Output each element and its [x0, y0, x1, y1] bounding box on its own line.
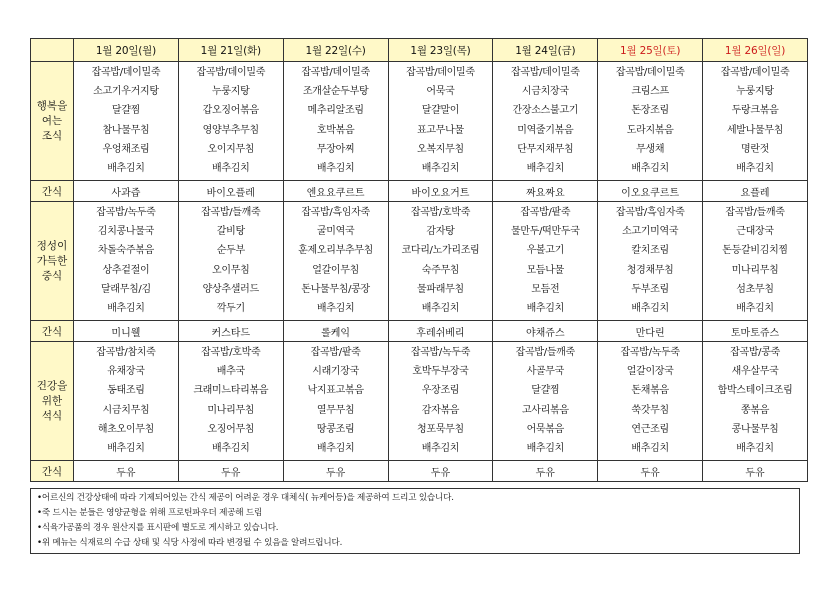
meal-item: 달래무침/김	[100, 283, 151, 295]
meal-item: 두랑크볶음	[731, 105, 779, 117]
meal-cell	[703, 202, 808, 321]
meal-item: 배추김치	[212, 162, 250, 174]
meal-cell	[74, 342, 179, 461]
meal-item: 오이무침	[212, 264, 250, 276]
meal-item: 배추김치	[421, 162, 460, 174]
day-header: 1월 21일(화)	[178, 39, 283, 62]
snack-cell: 요플레	[703, 181, 808, 202]
meal-item: 잡곡밥/데이밀죽	[720, 67, 790, 78]
meal-item: 메추리알조림	[307, 105, 364, 117]
meal-item: 잡곡밥/흑임자죽	[615, 207, 685, 218]
snack-row-snack1	[31, 181, 808, 202]
note-line: •어르신의 건강상태에 따라 기제되어있는 간식 제공이 어려운 경우 대체식( 뉴케어등)을 제공하여 드리고 있습니다.	[37, 493, 454, 503]
meal-item: 호박볶음	[316, 124, 355, 136]
meal-item: 배추김치	[631, 302, 669, 314]
meal-item: 세발나물무침	[726, 124, 784, 136]
meal-item-list	[284, 343, 388, 459]
meal-item: 오복지무침	[417, 143, 464, 155]
meal-item: 배추김치	[421, 302, 460, 314]
menu-body	[31, 62, 808, 482]
meal-item: 물파래무침	[417, 283, 464, 295]
meal-item: 시래기장국	[312, 366, 360, 378]
meal-cell	[598, 62, 703, 181]
meal-item: 명란젓	[740, 143, 770, 155]
meal-item: 우장조림	[421, 385, 460, 397]
meal-item: 김치콩나물국	[97, 226, 154, 238]
meal-item: 잡곡밥/데이밀죽	[91, 67, 161, 78]
meal-item: 달걀찜	[111, 105, 140, 117]
meal-label: 행복을 여는 조식	[31, 62, 74, 181]
meal-item: 훈제오리부추무침	[298, 245, 374, 257]
meal-item: 소고기우거지탕	[93, 86, 159, 98]
meal-item-list	[598, 203, 702, 319]
meal-cell	[493, 62, 598, 181]
meal-item-list	[703, 343, 807, 459]
meal-cell	[283, 62, 388, 181]
meal-item: 미나리무침	[207, 404, 255, 416]
snack-cell: 미니웰	[74, 321, 179, 342]
meal-item: 오징어무침	[207, 423, 255, 435]
meal-item-list	[74, 203, 178, 319]
meal-item-list	[179, 343, 283, 459]
snack-cell: 엔요요쿠르트	[283, 181, 388, 202]
meal-item-list	[703, 203, 807, 319]
meal-item-list	[74, 63, 178, 179]
meal-cell	[283, 202, 388, 321]
meal-item-list	[284, 63, 388, 179]
meal-item: 우엉채조림	[102, 143, 150, 155]
snack-cell: 두유	[703, 461, 808, 482]
snack-cell: 만다린	[598, 321, 703, 342]
meal-item: 오이지무침	[207, 143, 255, 155]
meal-item: 콩나물무침	[731, 423, 779, 435]
meal-item: 배추김치	[526, 442, 565, 454]
meal-item: 잡곡밥/데이밀죽	[196, 67, 266, 78]
meal-item: 잡곡밥/흑임자죽	[301, 207, 370, 218]
snack-cell: 두유	[493, 461, 598, 482]
meal-item: 참나물무침	[102, 124, 150, 136]
meal-item-list	[179, 203, 283, 319]
meal-item-list	[493, 343, 597, 459]
snack-cell: 커스타드	[178, 321, 283, 342]
meal-cell	[388, 342, 493, 461]
meal-item: 시금치무침	[102, 404, 150, 416]
snack-cell: 두유	[178, 461, 283, 482]
meal-item: 잡곡밥/들깨죽	[515, 347, 575, 358]
meal-item: 배추김치	[107, 442, 145, 454]
meal-label: 건강을 위한 석식	[31, 342, 74, 461]
meal-cell	[178, 342, 283, 461]
note-line: •죽 드시는 분들은 영양균형을 위해 프로틴파우더 제공해 드림	[37, 508, 263, 518]
meal-item: 달걀말이	[421, 105, 460, 117]
snack-cell: 토마토쥬스	[703, 321, 808, 342]
meal-item: 배추김치	[212, 442, 250, 454]
meal-cell	[178, 202, 283, 321]
snack-cell: 두유	[388, 461, 493, 482]
meal-item: 크래미느타리볶음	[193, 385, 269, 397]
meal-label: 정성이 가득한 중식	[31, 202, 74, 321]
meal-item: 배추김치	[316, 302, 355, 314]
meal-item-list	[493, 203, 597, 319]
meal-row-lunch	[31, 202, 808, 321]
meal-item: 잡곡밥/녹두죽	[410, 347, 471, 358]
meal-item-list	[389, 63, 493, 179]
day-header: 1월 22일(수)	[283, 39, 388, 62]
weekly-menu-table	[30, 38, 808, 482]
meal-cell	[493, 342, 598, 461]
meal-item: 청경채무침	[626, 264, 674, 276]
meal-item: 소고기미역국	[622, 226, 679, 238]
meal-item-list	[598, 63, 702, 179]
meal-item: 배추국	[216, 366, 245, 378]
meal-item: 미역줄기볶음	[517, 124, 574, 136]
meal-item: 상추겉절이	[102, 264, 150, 276]
meal-row-dinner	[31, 342, 808, 461]
meal-item: 배추김치	[631, 442, 669, 454]
meal-item: 배추김치	[526, 162, 565, 174]
meal-item: 양상추샐러드	[202, 283, 259, 295]
day-header-weekend: 1월 26일(일)	[703, 39, 808, 62]
snack-cell: 바이오요거트	[388, 181, 493, 202]
meal-item: 잡곡밥/들깨죽	[201, 207, 261, 218]
meal-item: 연근조림	[631, 423, 669, 435]
note-line: •위 메뉴는 식재료의 수급 상태 및 식당 사정에 따라 변경될 수 있음을 알려드립니다.	[37, 538, 343, 548]
meal-cell	[703, 342, 808, 461]
meal-item: 표고무나물	[417, 124, 464, 136]
meal-item: 열무무침	[316, 404, 355, 416]
meal-item: 모듬나물	[526, 264, 565, 276]
meal-item: 돈채볶음	[631, 385, 669, 397]
meal-item: 잡곡밥/녹두죽	[620, 347, 680, 358]
meal-item: 두부조림	[631, 283, 669, 295]
meal-item: 순두부	[216, 245, 245, 257]
meal-item: 고사리볶음	[521, 404, 569, 416]
snack-label: 간식	[31, 181, 74, 202]
meal-item: 굴미역국	[316, 226, 355, 238]
meal-item: 누룽지탕	[212, 86, 250, 98]
notes-box	[30, 488, 800, 554]
meal-item-list	[493, 63, 597, 179]
meal-item: 크림스프	[631, 86, 669, 98]
snack-cell: 롤케익	[283, 321, 388, 342]
meal-item: 잡곡밥/호박죽	[410, 207, 471, 218]
meal-cell	[598, 342, 703, 461]
meal-cell	[493, 202, 598, 321]
meal-item: 유채장국	[107, 366, 145, 378]
meal-cell	[388, 62, 493, 181]
meal-item: 깍두기	[216, 302, 245, 314]
meal-cell	[388, 202, 493, 321]
meal-item: 어묵볶음	[526, 423, 565, 435]
meal-item: 갈비탕	[216, 226, 245, 238]
meal-item: 동태조림	[107, 385, 145, 397]
meal-item: 사골무국	[526, 366, 565, 378]
meal-item: 감자탕	[426, 226, 455, 238]
meal-cell	[283, 342, 388, 461]
meal-item: 쑥갓무침	[631, 404, 669, 416]
meal-item: 배추김치	[526, 302, 565, 314]
meal-item: 누룽지탕	[736, 86, 774, 98]
meal-item: 도라지볶음	[626, 124, 674, 136]
meal-item: 청포묵무침	[417, 423, 464, 435]
snack-cell: 짜요짜요	[493, 181, 598, 202]
snack-label: 간식	[31, 321, 74, 342]
snack-cell: 사과즙	[74, 181, 179, 202]
meal-item: 호박두부장국	[412, 366, 469, 378]
snack-cell: 두유	[74, 461, 179, 482]
day-header: 1월 20일(월)	[74, 39, 179, 62]
meal-item-list	[598, 343, 702, 459]
day-header: 1월 23일(목)	[388, 39, 493, 62]
meal-item: 배추김치	[421, 442, 460, 454]
meal-item: 달걀찜	[531, 385, 560, 397]
meal-item-list	[284, 203, 388, 319]
note-line: •식육가공품의 경우 원산지를 표시판에 별도로 게시하고 있습니다.	[37, 523, 279, 533]
meal-item: 조개살순두부탕	[302, 86, 369, 98]
meal-item: 단무지채무침	[517, 143, 574, 155]
meal-item: 새우살무국	[731, 366, 779, 378]
meal-item: 코다리/노가리조림	[401, 245, 480, 257]
snack-cell: 후레쉬베리	[388, 321, 493, 342]
meal-row-breakfast	[31, 62, 808, 181]
meal-item: 얼갈이장국	[626, 366, 674, 378]
meal-cell	[178, 62, 283, 181]
snack-cell: 바이오플레	[178, 181, 283, 202]
meal-item: 무장아찌	[316, 143, 355, 155]
day-header: 1월 24일(금)	[493, 39, 598, 62]
meal-item-list	[74, 343, 178, 459]
meal-item: 물만두/떡만두국	[511, 226, 580, 238]
meal-item: 모듬전	[531, 283, 560, 295]
meal-item: 잡곡밥/데이밀죽	[301, 67, 370, 78]
snack-row-snack3	[31, 461, 808, 482]
meal-item: 배추김치	[736, 302, 774, 314]
meal-item: 감자볶음	[421, 404, 460, 416]
meal-item: 잡곡밥/데이밀죽	[615, 67, 685, 78]
meal-item: 영양부추무침	[202, 124, 259, 136]
snack-cell: 두유	[283, 461, 388, 482]
meal-item: 간장소스불고기	[512, 105, 579, 117]
meal-item: 칼치조림	[631, 245, 669, 257]
meal-item: 잡곡밥/팥죽	[520, 207, 571, 218]
meal-item: 땅콩조림	[316, 423, 355, 435]
meal-item: 얼갈이무침	[312, 264, 360, 276]
meal-item: 숙주무침	[421, 264, 460, 276]
meal-item: 낙지표고볶음	[307, 385, 364, 397]
meal-item: 무생채	[636, 143, 665, 155]
meal-item: 잡곡밥/팥죽	[310, 347, 361, 358]
meal-item: 잡곡밥/녹두죽	[96, 207, 156, 218]
meal-item: 배추김치	[107, 162, 145, 174]
day-header-row	[31, 39, 808, 62]
meal-item: 잡곡밥/데이밀죽	[511, 67, 580, 78]
meal-item: 돈장조림	[631, 105, 669, 117]
meal-item: 시금치장국	[521, 86, 569, 98]
meal-item: 차돌숙주볶음	[97, 245, 154, 257]
meal-item-list	[703, 63, 807, 179]
snack-row-snack2	[31, 321, 808, 342]
meal-item: 쫑볶음	[740, 404, 770, 416]
meal-item: 배추김치	[736, 162, 774, 174]
meal-item: 섬초무침	[736, 283, 774, 295]
day-header-weekend: 1월 25일(토)	[598, 39, 703, 62]
meal-item: 미나리무침	[731, 264, 779, 276]
meal-cell	[74, 62, 179, 181]
meal-item: 배추김치	[316, 442, 355, 454]
meal-cell	[703, 62, 808, 181]
snack-cell: 야채쥬스	[493, 321, 598, 342]
meal-item: 잡곡밥/호박죽	[201, 347, 261, 358]
snack-label: 간식	[31, 461, 74, 482]
meal-item: 어묵국	[426, 86, 455, 98]
meal-item: 돈등갈비김치찜	[722, 245, 788, 257]
meal-item: 배추김치	[107, 302, 145, 314]
meal-item-list	[389, 343, 493, 459]
meal-item: 배추김치	[316, 162, 355, 174]
corner-cell	[31, 39, 74, 62]
meal-item-list	[389, 203, 493, 319]
meal-item: 잡곡밥/데이밀죽	[406, 67, 475, 78]
meal-item: 우볼고기	[526, 245, 565, 257]
meal-item: 함박스테이크조림	[717, 385, 793, 397]
meal-item: 돈나물무침/콩장	[301, 283, 370, 295]
meal-item-list	[179, 63, 283, 179]
meal-item: 잡곡밥/들깨죽	[725, 207, 785, 218]
meal-cell	[74, 202, 179, 321]
meal-item: 갑오징어볶음	[202, 105, 259, 117]
meal-item: 근대장국	[736, 226, 774, 238]
meal-item: 해초오이무침	[97, 423, 154, 435]
snack-cell: 이오요쿠르트	[598, 181, 703, 202]
meal-item: 잡곡밥/콩죽	[730, 347, 780, 358]
snack-cell: 두유	[598, 461, 703, 482]
meal-item: 잡곡밥/참치죽	[96, 347, 156, 358]
meal-item: 배추김치	[736, 442, 774, 454]
meal-cell	[598, 202, 703, 321]
meal-item: 배추김치	[631, 162, 669, 174]
